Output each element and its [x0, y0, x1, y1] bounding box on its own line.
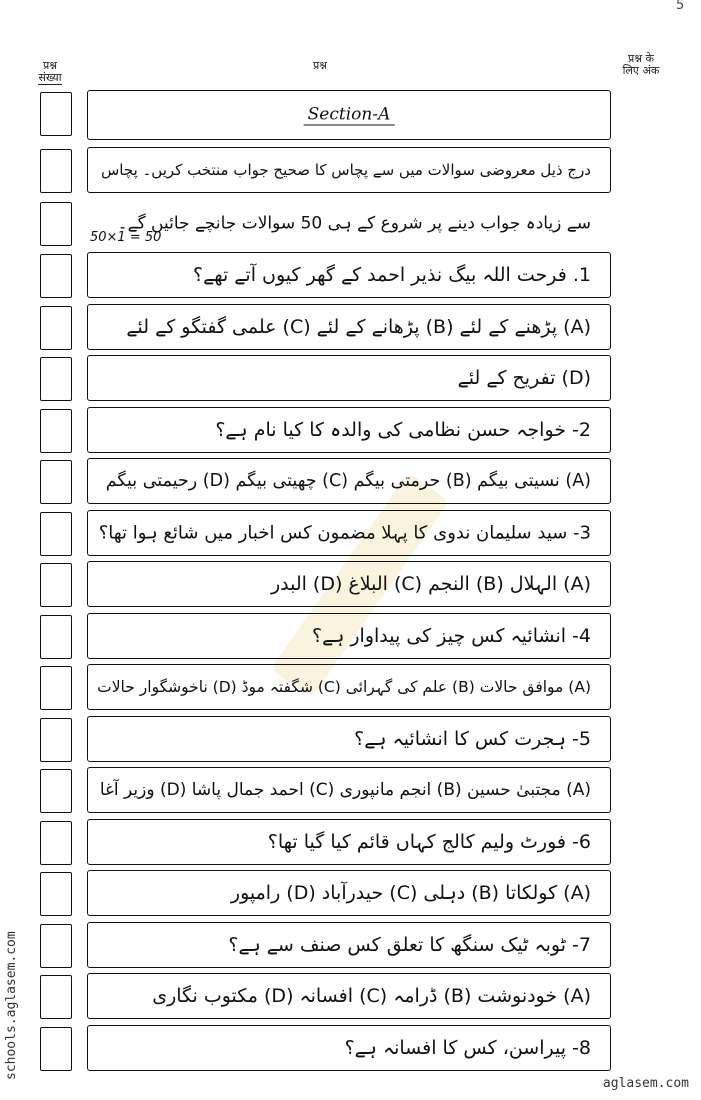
- number-box: [40, 92, 72, 136]
- question-text: (A) موافق حالات (B) علم کی گہرائی (C) شگفتہ موڈ (D) ناخوشگوار حالات: [97, 678, 591, 696]
- question-row: [87, 767, 611, 813]
- number-box: [40, 460, 72, 504]
- question-row: [87, 510, 611, 556]
- question-text: 4- انشائیہ کس چیز کی پیداوار ہے؟: [311, 624, 591, 647]
- number-box: [40, 1027, 72, 1071]
- question-text: (A) نسیتی بیگم (B) حرمتی بیگم (C) چھیتی بیگم (D) رحیمتی بیگم: [105, 471, 591, 491]
- section-title: Section-A: [304, 105, 395, 126]
- number-box: [40, 924, 72, 968]
- section-row: [87, 90, 611, 140]
- number-box: [40, 202, 72, 246]
- number-box: [40, 254, 72, 298]
- question-row: [87, 973, 611, 1019]
- instruction-line-1: درج ذیل معروضی سوالات میں سے پچاس کا صحیح جواب منتخب کریں۔ پچاس: [101, 161, 591, 179]
- question-row: [87, 304, 611, 350]
- header-right-line1: प्रश्न के: [628, 52, 654, 65]
- instruction-row: [87, 200, 611, 246]
- question-row: [87, 355, 611, 401]
- number-box: [40, 872, 72, 916]
- question-text: (A) خودنوشت (B) ڈرامہ (C) افسانہ (D) مکتوب نگاری: [152, 985, 591, 1007]
- question-text: 8- پیراسن، کس کا افسانہ ہے؟: [344, 1036, 591, 1059]
- question-row: [87, 1025, 611, 1071]
- number-box: [40, 357, 72, 401]
- number-box: [40, 409, 72, 453]
- number-box: [40, 615, 72, 659]
- question-row: [87, 870, 611, 916]
- number-box: [40, 563, 72, 607]
- question-row: [87, 561, 611, 607]
- header-right-line2: लिए अंक: [622, 64, 660, 77]
- instruction-row: [87, 147, 611, 193]
- question-text: 6- فورٹ ولیم کالج کہاں قائم کیا گیا تھا؟: [267, 830, 591, 853]
- number-box: [40, 149, 72, 193]
- question-row: [87, 716, 611, 762]
- question-text: 1. فرحت اللہ بیگ نذیر احمد کے گھر کیوں آتے تھے؟: [192, 264, 591, 286]
- question-text: (A) کولکاتا (B) دہلی (C) حیدرآباد (D) رامپور: [230, 882, 591, 904]
- header-question-number: [30, 60, 70, 85]
- instruction-line-2: سے زیادہ جواب دینے پر شروع کے ہی 50 سوالات جانچے جائیں گے۔: [117, 213, 591, 234]
- question-text: (A) الہلال (B) النجم (C) البلاغ (D) البدر: [270, 573, 591, 595]
- bottom-url: aglasem.com: [602, 1076, 689, 1091]
- marks-note: 50×1 = 50: [90, 230, 162, 245]
- header-left-line1: प्रश्न: [42, 59, 58, 72]
- question-text: (D) تفریح کے لئے: [457, 367, 591, 389]
- question-row: [87, 922, 611, 968]
- question-row: [87, 664, 611, 710]
- number-box: [40, 718, 72, 762]
- side-url: schools.aglasem.com: [4, 931, 19, 1080]
- question-row: [87, 252, 611, 298]
- question-row: [87, 407, 611, 453]
- number-box: [40, 666, 72, 710]
- number-box: [40, 512, 72, 556]
- question-text: (A) مجتبیٰ حسین (B) انجم مانپوری (C) احمد جمال پاشا (D) وزیر آغا: [99, 780, 591, 800]
- header-question: प्रश्न: [312, 59, 328, 72]
- question-row: [87, 819, 611, 865]
- question-text: 3- سید سلیمان ندوی کا پہلا مضمون کس اخبار میں شائع ہوا تھا؟: [98, 522, 591, 543]
- question-row: [87, 613, 611, 659]
- page-number: 5: [676, 0, 685, 13]
- number-box: [40, 821, 72, 865]
- question-text: 7- ٹوبہ ٹیک سنگھ کا تعلق کس صنف سے ہے؟: [228, 933, 591, 956]
- number-box: [40, 306, 72, 350]
- number-box: [40, 975, 72, 1019]
- question-text: (A) پڑھنے کے لئے (B) پڑھانے کے لئے (C) علمی گفتگو کے لئے: [126, 315, 591, 338]
- question-text: 2- خواجہ حسن نظامی کی والدہ کا کیا نام ہے؟: [215, 418, 591, 441]
- question-row: [87, 458, 611, 504]
- question-text: 5- ہجرت کس کا انشائیہ ہے؟: [354, 727, 591, 750]
- number-box: [40, 769, 72, 813]
- header-left-line2: संख्या: [38, 71, 62, 84]
- header-marks: [616, 53, 666, 77]
